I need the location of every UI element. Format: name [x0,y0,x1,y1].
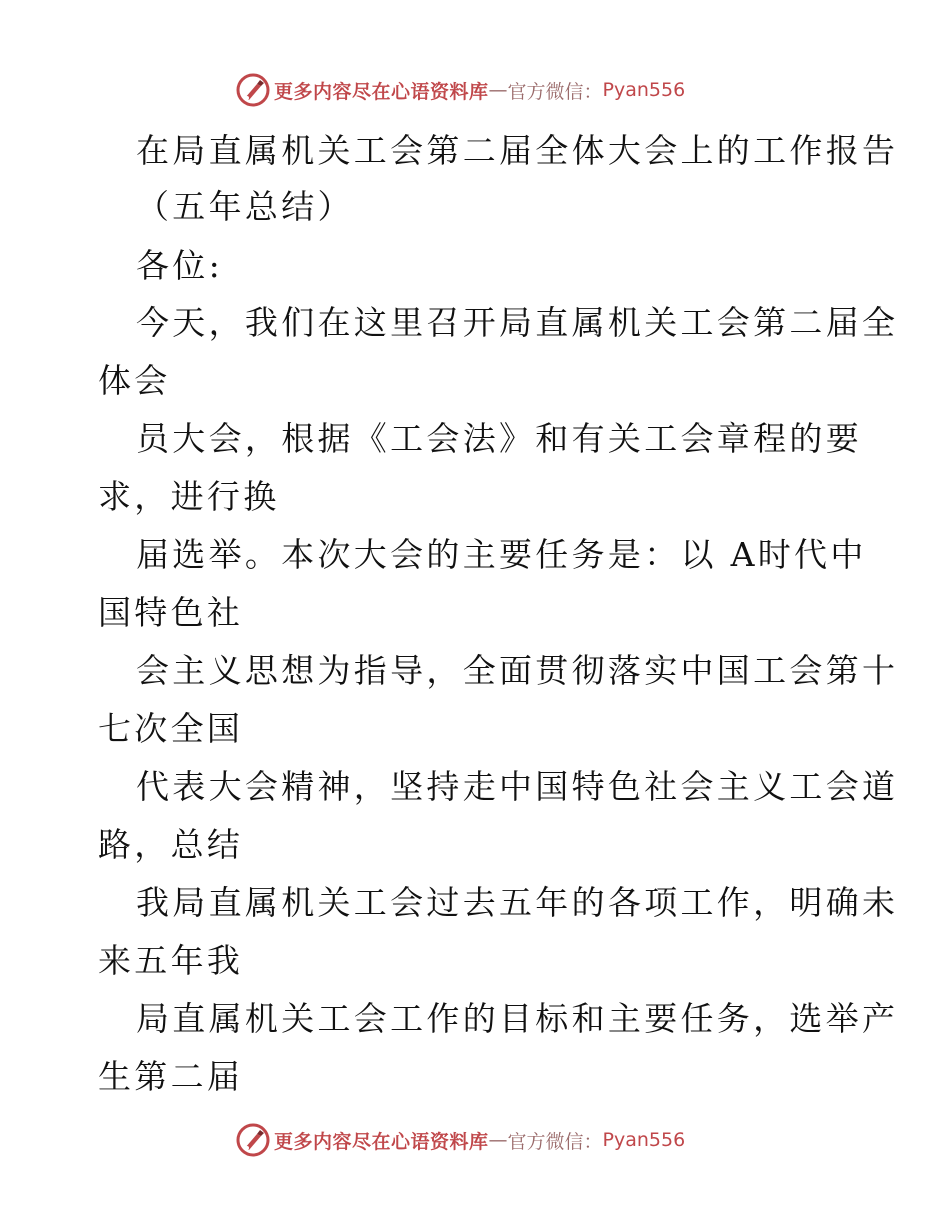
paragraph-line: 体会 [98,361,171,400]
paragraph-line: 国特色社 [98,593,244,632]
watermark-separator: — [488,1129,508,1151]
document-salutation: 各位: [136,246,224,285]
watermark-wechat-label: 官方微信： [507,80,603,103]
watermark-banner-bottom [236,1122,736,1158]
paragraph-line: 员大会，根据《工会法》和有关工会章程的要 [136,419,862,458]
watermark-slogan: 更多内容尽在心语资料库 [274,80,489,103]
paragraph-line: 代表大会精神，坚持走中国特色社会主义工会道 [136,767,899,806]
paragraph-line: 七次全国 [98,709,244,748]
pen-logo-icon [236,1123,270,1157]
watermark-banner-top [236,72,736,108]
pen-logo-icon [236,73,270,107]
paragraph-line: 今天，我们在这里召开局直属机关工会第二届全 [136,303,899,342]
watermark-wechat-id: Pyan556 [602,1129,686,1151]
paragraph-line: 届选举。本次大会的主要任务是：以 A时代中 [136,535,867,574]
paragraph-line: 会主义思想为指导，全面贯彻落实中国工会第十 [136,651,899,690]
paragraph-line: 来五年我 [98,941,244,980]
watermark-wechat-id: Pyan556 [602,79,686,101]
document-subtitle: （五年总结） [136,187,354,226]
paragraph-line: 局直属机关工会工作的目标和主要任务，选举产 [136,999,899,1038]
paragraph-line: 求，进行换 [98,477,280,516]
watermark-separator: — [488,79,508,101]
document-title: 在局直属机关工会第二届全体大会上的工作报告 [136,131,899,170]
watermark-slogan: 更多内容尽在心语资料库 [274,1130,489,1153]
paragraph-line: 生第二届 [98,1057,244,1096]
paragraph-line: 路，总结 [98,825,244,864]
paragraph-line: 我局直属机关工会过去五年的各项工作，明确未 [136,883,899,922]
watermark-wechat-label: 官方微信： [507,1130,603,1153]
